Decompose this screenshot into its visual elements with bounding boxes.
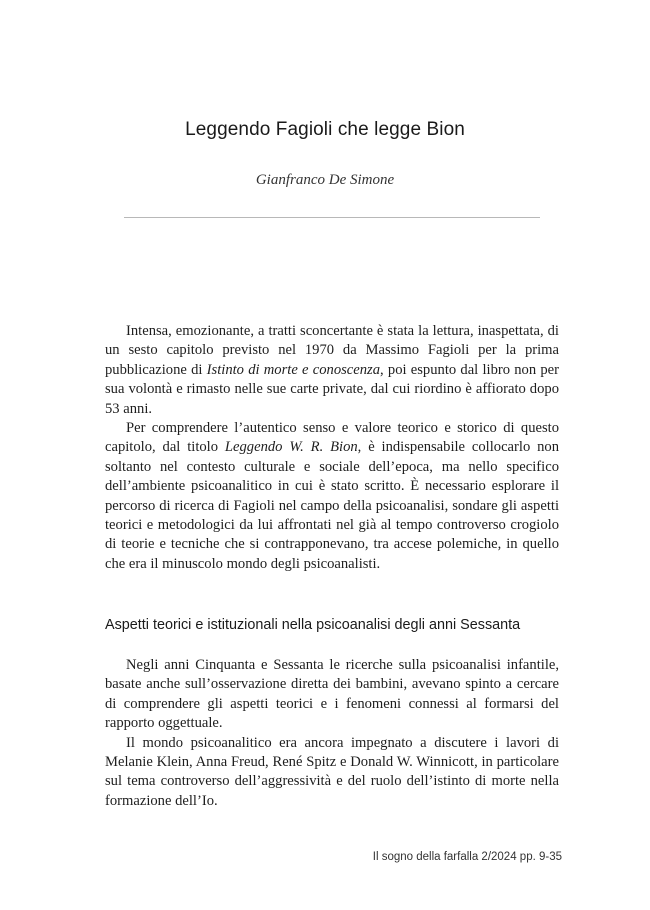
intro-paragraph-1-text-b: , poi espunto dal libro non per sua volontà e rimasto nelle sue carte private, dal cui riordino è affiorato dopo 53 anni. <box>105 361 559 417</box>
chapter-title-italic: Leggendo W. R. Bion <box>224 439 358 456</box>
section-heading: Aspetti teorici e istituzionali nella psicoanalisi degli anni Sessanta <box>105 617 521 633</box>
intro-paragraph-1 <box>105 322 559 419</box>
journal-citation: Il sogno della farfalla 2/2024 pp. 9-35 <box>372 851 562 863</box>
section-paragraph-1: Negli anni Cinquanta e Sessanta le ricerche sulla psicoanalisi infantile, basate anche sull’osservazione diretta dei bambini, avevano spinto a cercare di comprendere gli aspetti teorici e i fenomeni connessi al formarsi del rapporto oggettuale. <box>105 657 559 732</box>
intro-text <box>105 322 559 574</box>
intro-paragraph-2 <box>105 419 559 574</box>
article-title: Leggendo Fagioli che legge Bion <box>185 119 465 140</box>
section-text <box>105 656 559 811</box>
title-divider <box>124 217 540 218</box>
intro-paragraph-2-text-a: Per comprendere l’autentico senso e valore teorico e storico di questo capitolo, dal titolo <box>105 420 559 456</box>
author-name: Gianfranco De Simone <box>255 172 395 188</box>
intro-paragraph-1-text-a: Intensa, emozionante, a tratti sconcertante è stata la lettura, inaspettata, di un sesto capitolo previsto nel 1970 da Massimo Fagioli per la prima pubblicazione di <box>105 323 559 378</box>
intro-paragraph-2-text-b: , è indispensabile collocarlo non soltanto nel contesto culturale e sociale dell’epoca, ma nello specifico dell’ambiente psicoanalitico in cui è stato scritto. È necessario esplorare il percorso di ricerca di Fagioli nel campo della psicoanalisi, sondare gli aspetti teorici e metodologici da lui affrontati nel già al tempo controverso crogiolo di teorie e tecniche che si contrapponevano, tra accese polemiche, in quello che era il minuscolo mondo degli psicoanalisti. <box>105 439 560 572</box>
book-title-italic: Istinto di morte e conoscenza <box>206 361 381 378</box>
section-paragraph-2: Il mondo psicoanalitico era ancora impegnato a discutere i lavori di Melanie Klein, Anna Freud, René Spitz e Donald W. Winnicott, in particolare sul tema controverso dell’aggressività e del ruolo dell’istinto di morte nella formazione dell’Io. <box>105 734 559 809</box>
